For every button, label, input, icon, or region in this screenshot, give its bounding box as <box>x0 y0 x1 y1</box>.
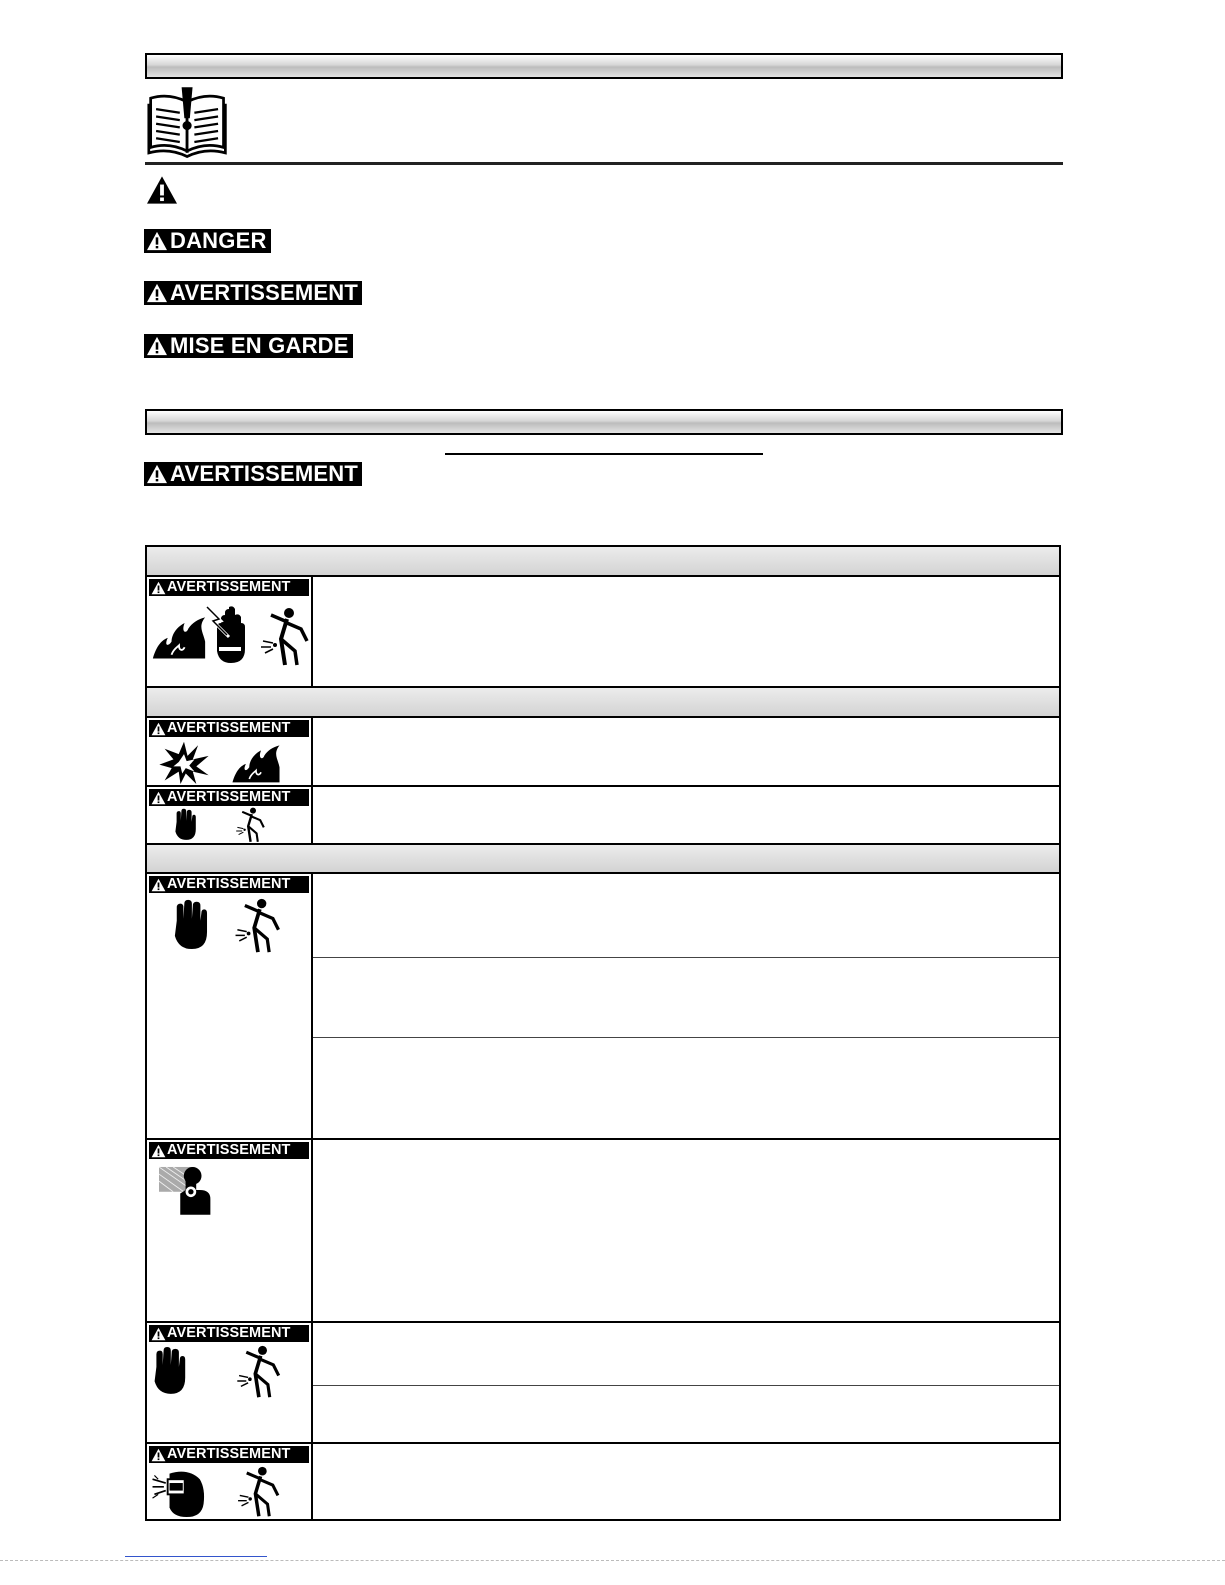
injury-icon <box>259 607 309 667</box>
alert-triangle-icon <box>151 878 166 892</box>
warning-cell <box>147 787 313 843</box>
row-divider <box>313 1385 1059 1386</box>
warning-text: AVERTISSEMENT <box>170 280 358 305</box>
page-break-line <box>0 1560 1225 1561</box>
warning-signal-label <box>144 462 362 486</box>
warning-cell <box>147 1444 313 1519</box>
read-manual-icon <box>147 84 229 158</box>
warning-signal-label <box>149 876 309 893</box>
warning-text: AVERTISSEMENT <box>167 876 291 892</box>
alert-triangle-icon <box>151 791 166 805</box>
injury-icon <box>235 807 265 843</box>
hand-icon <box>173 807 197 841</box>
table-row <box>147 718 1059 787</box>
row-divider <box>313 957 1059 958</box>
alert-triangle-icon <box>146 283 168 303</box>
warning-text: AVERTISSEMENT <box>167 579 291 595</box>
warning-signal-label <box>149 1325 309 1342</box>
caution-signal-label <box>144 334 353 358</box>
warning-signal-label <box>149 1446 309 1463</box>
divider-line <box>145 162 1063 165</box>
danger-signal-label <box>144 229 271 253</box>
warning-text: AVERTISSEMENT <box>170 461 358 486</box>
warning-signal-label <box>149 789 309 806</box>
danger-text: DANGER <box>170 228 267 253</box>
section-header-bar <box>145 409 1063 435</box>
fire-icon <box>151 613 207 661</box>
warning-signal-label <box>149 720 309 737</box>
table-row <box>147 1323 1059 1444</box>
explosion-icon <box>157 740 211 784</box>
caution-text: MISE EN GARDE <box>170 333 349 358</box>
warning-text: AVERTISSEMENT <box>167 1325 291 1341</box>
table-section-header <box>147 845 1059 874</box>
warning-cell <box>147 1140 313 1321</box>
safety-alert-icon <box>145 175 179 205</box>
injury-icon <box>235 1466 281 1518</box>
warning-signal-label <box>149 1142 309 1159</box>
table-row <box>147 787 1059 845</box>
warning-cell <box>147 1323 313 1442</box>
injury-icon <box>233 898 281 954</box>
face-shield-icon <box>149 1466 209 1518</box>
warning-cell <box>147 577 313 686</box>
table-row <box>147 874 1059 1140</box>
alert-triangle-icon <box>146 231 168 251</box>
table-row <box>147 1140 1059 1323</box>
underline-rule <box>445 453 763 455</box>
table-row <box>147 1444 1059 1519</box>
alert-triangle-icon <box>151 1327 166 1341</box>
alert-triangle-icon <box>151 1144 166 1158</box>
respirator-dust-icon <box>159 1162 221 1218</box>
table-section-header <box>147 547 1059 577</box>
fire-icon <box>229 742 283 784</box>
hand-icon <box>151 1345 187 1395</box>
alert-triangle-icon <box>151 581 166 595</box>
injury-icon <box>235 1345 281 1399</box>
row-divider <box>313 1037 1059 1038</box>
warning-cell <box>147 874 313 1138</box>
electric-shock-hand-icon <box>205 605 255 665</box>
table-section-header <box>147 688 1059 718</box>
warning-cell <box>147 718 313 785</box>
warning-text: AVERTISSEMENT <box>167 1142 291 1158</box>
alert-triangle-icon <box>146 336 168 356</box>
warning-text: AVERTISSEMENT <box>167 720 291 736</box>
warning-text: AVERTISSEMENT <box>167 789 291 805</box>
warning-signal-label <box>144 281 362 305</box>
warning-text: AVERTISSEMENT <box>167 1446 291 1462</box>
alert-triangle-icon <box>151 722 166 736</box>
hand-icon <box>171 898 209 950</box>
warning-signal-label <box>149 579 309 596</box>
alert-triangle-icon <box>146 464 168 484</box>
alert-triangle-icon <box>151 1448 166 1462</box>
table-row <box>147 577 1059 688</box>
page-link-line <box>125 1556 267 1557</box>
safety-table <box>145 545 1061 1521</box>
section-header-bar <box>145 53 1063 79</box>
